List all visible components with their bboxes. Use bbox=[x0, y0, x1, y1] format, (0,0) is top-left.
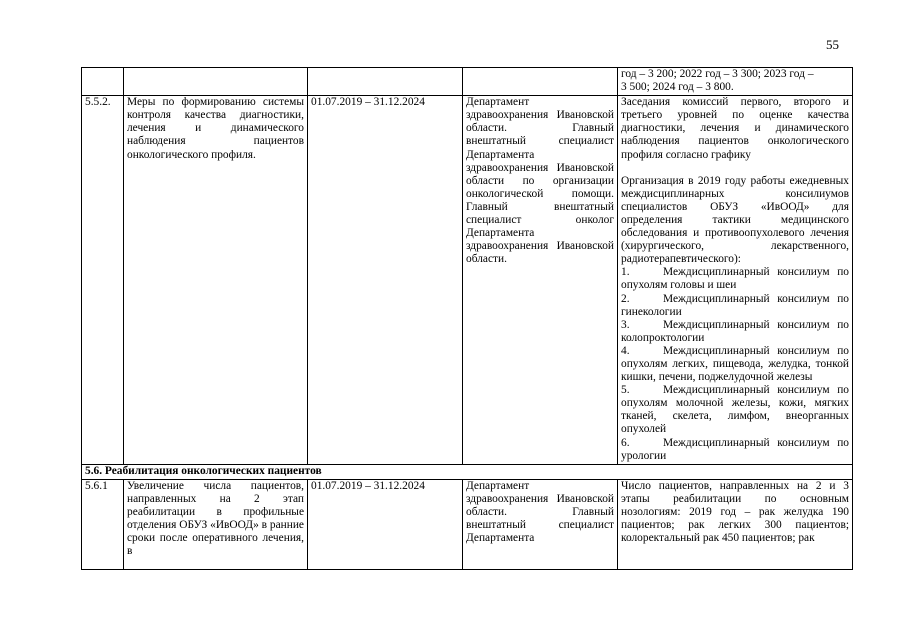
result-line: 3 500; 2024 год – 3 800. bbox=[621, 81, 734, 94]
list-item-number: 2. bbox=[621, 292, 630, 305]
list-item bbox=[621, 437, 849, 463]
measure-cell bbox=[124, 68, 308, 96]
result-cell: Число пациентов, направленных на 2 и 3 этапы реабилитации по основным нозологиям: 2019 год – рак желудка 190 пациентов; рак легких 300 пациентов; колоректальный рак 450 пациентов; рак bbox=[618, 479, 853, 569]
list-item-number: 6. bbox=[621, 436, 630, 449]
action-plan-table bbox=[81, 67, 853, 570]
list-item-number: 3. bbox=[621, 318, 630, 331]
list-item bbox=[621, 319, 849, 345]
list-item bbox=[621, 266, 849, 292]
measure-cell: Меры по формированию системы контроля качества диагностики, лечения и динамического наблюдения пациентов онкологического профиля. bbox=[124, 96, 308, 465]
list-item-number: 1. bbox=[621, 266, 630, 279]
section-heading: 5.6. Реабилитация онкологических пациентов bbox=[82, 464, 853, 479]
result-line: год – 3 200; 2022 год – 3 300; 2023 год – bbox=[621, 68, 814, 80]
section-heading-row bbox=[82, 464, 853, 479]
list-item bbox=[621, 293, 849, 319]
executor-cell: Департамент здравоохранения Ивановской области. Главный внештатный специалист Департамента здравоохранения Ивановской области по организации онкологической помощи. Главный внештатный специалист онколог Департамента здравоохранения Ивановской области. bbox=[463, 96, 618, 465]
list-item-number: 4. bbox=[621, 344, 630, 357]
executor-cell: Департамент здравоохранения Ивановской области. Главный внештатный специалист Департамента bbox=[463, 479, 618, 569]
table-row bbox=[82, 96, 853, 465]
list-item bbox=[621, 384, 849, 436]
list-item-text: Междисциплинарный консилиум по колопроктологии bbox=[621, 318, 849, 344]
num-cell: 5.6.1 bbox=[82, 479, 124, 569]
result-paragraph: Организация в 2019 году работы ежедневных междисциплинарных консилиумов специалистов ОБУЗ «ИвООД» для определения тактики медицинского обследования и противоопухолевого лечения (хирургического, лекарственного, радиотерапевтического): bbox=[621, 174, 849, 266]
list-item-text: Междисциплинарный консилиум по опухолям молочной железы, кожи, мягких тканей, скелета, лимфом, внеорганных опухолей bbox=[621, 384, 849, 436]
result-cell bbox=[618, 96, 853, 465]
num-cell bbox=[82, 68, 124, 96]
table-row bbox=[82, 479, 853, 569]
period-cell bbox=[308, 68, 463, 96]
list-item-text: Междисциплинарный консилиум по гинекологии bbox=[621, 292, 849, 318]
period-cell: 01.07.2019 – 31.12.2024 bbox=[308, 96, 463, 465]
list-item-text: Междисциплинарный консилиум по опухолям легких, пищевода, желудка, тонкой кишки, печени, поджелудочной железы bbox=[621, 344, 849, 384]
result-paragraph: Заседания комиссий первого, второго и третьего уровней по оценке качества диагностики, лечения и динамического наблюдения пациентов онкологического профиля согласно графику bbox=[621, 96, 849, 161]
table-row bbox=[82, 68, 853, 96]
executor-cell bbox=[463, 68, 618, 96]
measure-cell: Увеличение числа пациентов, направленных на 2 этап реабилитации в профильные отделения ОБУЗ «ИвООД» в ранние сроки после оперативного лечения, в bbox=[124, 479, 308, 569]
list-item bbox=[621, 345, 849, 384]
period-cell: 01.07.2019 – 31.12.2024 bbox=[308, 479, 463, 569]
num-cell: 5.5.2. bbox=[82, 96, 124, 465]
page-number: 55 bbox=[826, 37, 839, 52]
list-item-text: Междисциплинарный консилиум по урологии bbox=[621, 436, 849, 462]
result-cell bbox=[618, 68, 853, 96]
list-item-text: Междисциплинарный консилиум по опухолям головы и шеи bbox=[621, 266, 849, 292]
list-item-number: 5. bbox=[621, 384, 630, 397]
